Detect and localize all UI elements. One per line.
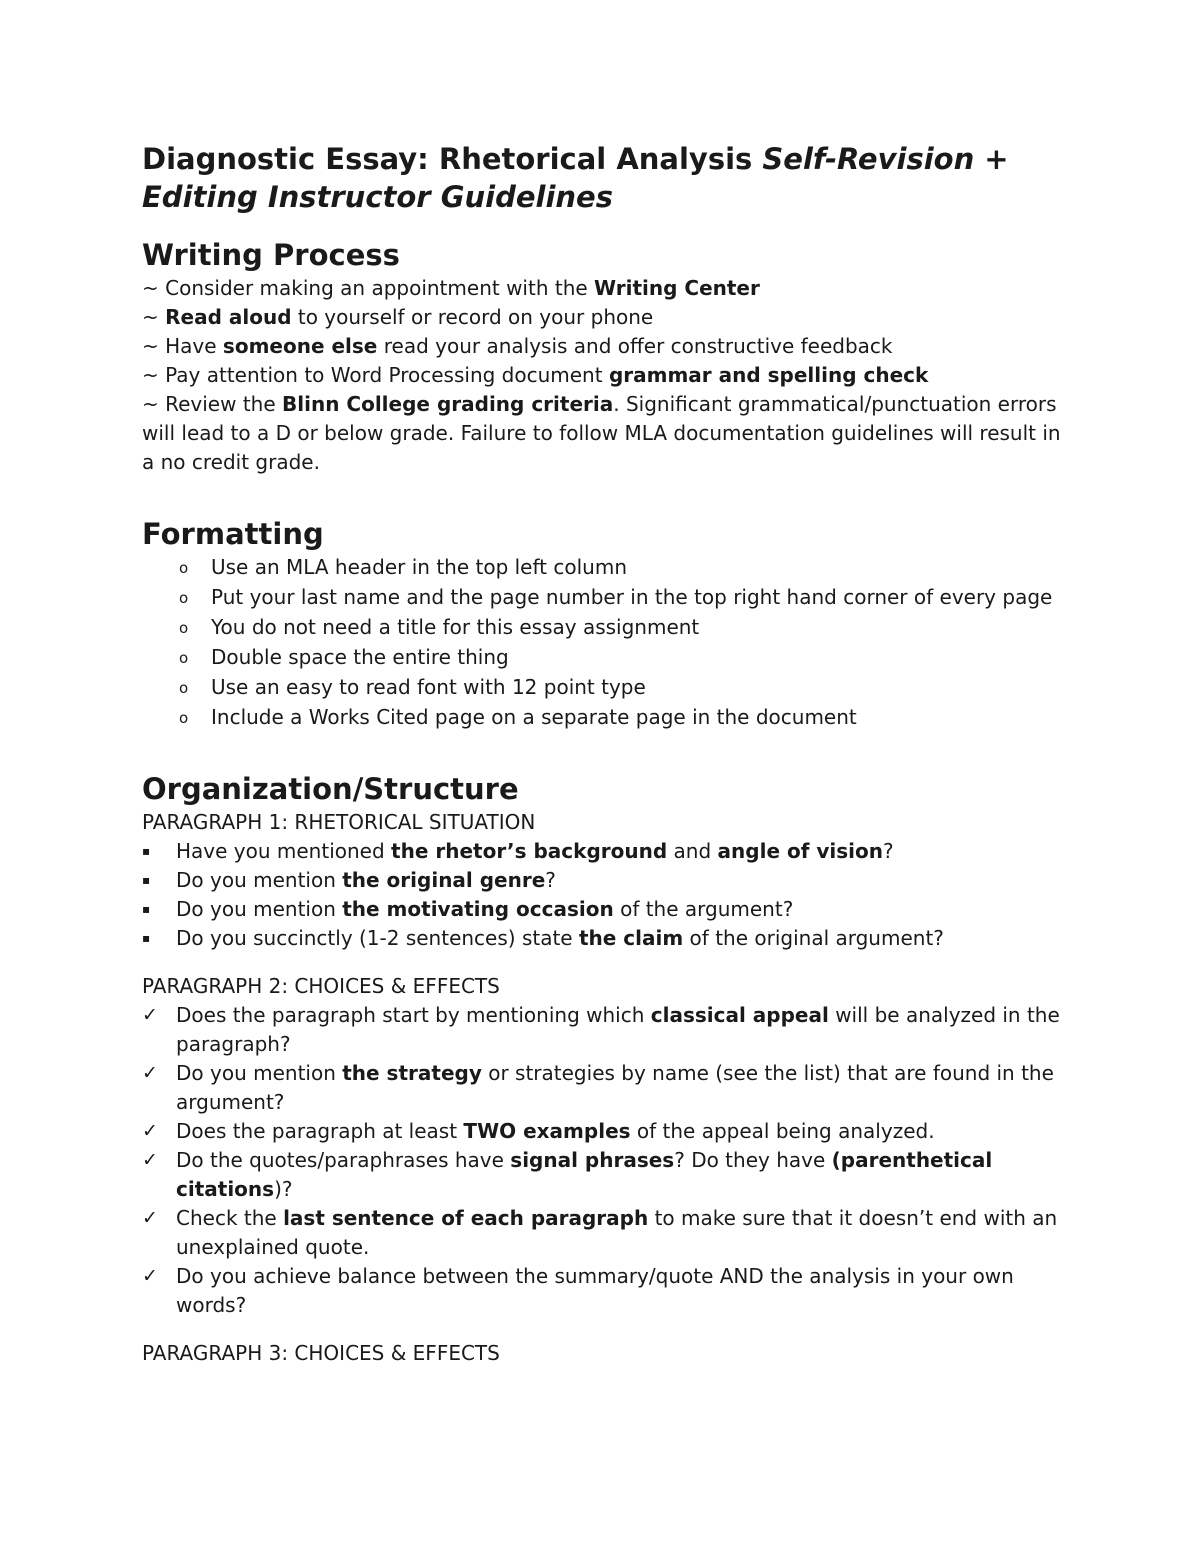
text: Do you succinctly (1-2 sentences) state (176, 926, 579, 950)
paragraph-1-item (142, 895, 1072, 924)
circle-bullet-icon: o (179, 709, 189, 727)
text: Do the quotes/paraphrases have (176, 1148, 511, 1172)
title-main: Diagnostic Essay: Rhetorical Analysis (142, 142, 763, 176)
text: ? (883, 839, 894, 863)
paragraph-2-item (142, 1001, 1072, 1059)
circle-bullet-icon: o (179, 679, 189, 697)
bold-text: Read aloud (165, 305, 292, 329)
text: Do you mention (176, 1061, 343, 1085)
formatting-item-text: Put your last name and the page number in the top right hand corner of every page (211, 585, 1053, 609)
paragraph-1-item (142, 837, 1072, 866)
checkmark-icon: ✓ (142, 1120, 158, 1142)
paragraph-1-label: PARAGRAPH 1: RHETORICAL SITUATION (142, 810, 536, 834)
text: of the argument? (613, 897, 794, 921)
formatting-item (142, 553, 1072, 582)
document-title (142, 140, 1072, 216)
text: ? (545, 868, 556, 892)
text: read your analysis and offer constructive feedback (377, 334, 893, 358)
text: Check the (176, 1206, 284, 1230)
circle-bullet-icon: o (179, 559, 189, 577)
text: Do you achieve balance between the summary/quote AND the analysis in your own words? (176, 1264, 1014, 1317)
paragraph-1-checklist (142, 837, 1072, 953)
formatting-item (142, 673, 1072, 702)
writing-process-item (142, 274, 1072, 303)
formatting-item-text: Include a Works Cited page on a separate page in the document (211, 705, 857, 729)
bold-text: last sentence of each paragraph (283, 1206, 649, 1230)
formatting-item-text: Double space the entire thing (211, 645, 509, 669)
paragraph-2-item (142, 1117, 1072, 1146)
checkmark-icon: ✓ (142, 1062, 158, 1084)
bold-text: Blinn College grading criteria (282, 392, 614, 416)
text: ~ Consider making an appointment with the (142, 276, 595, 300)
text: of the original argument? (683, 926, 944, 950)
bold-text: TWO examples (463, 1119, 631, 1143)
circle-bullet-icon: o (179, 649, 189, 667)
writing-process-item (142, 390, 1072, 477)
text: Do you mention (176, 868, 343, 892)
text: to make sure that it doesn’t end with an unexplained quote. (176, 1206, 1058, 1259)
writing-process-list (142, 274, 1072, 477)
square-bullet-icon: ▪ (142, 873, 151, 887)
formatting-list (142, 553, 1072, 732)
bold-text: someone else (222, 334, 378, 358)
formatting-item (142, 583, 1072, 612)
bold-text: the strategy (342, 1061, 482, 1085)
bold-text: the rhetor’s background (391, 839, 668, 863)
checkmark-icon: ✓ (142, 1207, 158, 1229)
bold-text: the original genre (342, 868, 546, 892)
text: Have you mentioned (176, 839, 392, 863)
text: and (667, 839, 718, 863)
bold-text: grammar and spelling check (608, 363, 929, 387)
formatting-item (142, 613, 1072, 642)
document-content (142, 140, 1072, 1368)
text: ~ Pay attention to Word Processing document (142, 363, 609, 387)
paragraph-2-item (142, 1146, 1072, 1204)
bold-text: classical appeal (650, 1003, 829, 1027)
text: to yourself or record on your phone (291, 305, 654, 329)
text: . Significant grammatical/punctuation errors will lead to a D or below grade. Failure to follow MLA documentation guidelines will result in a no credit grade. (142, 392, 1061, 474)
bold-text: (parenthetical citations (176, 1148, 993, 1201)
text: )? (274, 1177, 293, 1201)
writing-process-item (142, 361, 1072, 390)
writing-process-item (142, 332, 1072, 361)
circle-bullet-icon: o (179, 589, 189, 607)
text: or strategies by name (see the list) that are found in the argument? (176, 1061, 1054, 1114)
bold-text: Writing Center (594, 276, 760, 300)
formatting-item-text: Use an easy to read font with 12 point type (211, 675, 646, 699)
heading-organization: Organization/Structure (142, 772, 519, 806)
text: Does the paragraph at least (176, 1119, 464, 1143)
square-bullet-icon: ▪ (142, 844, 151, 858)
paragraph-2-item (142, 1204, 1072, 1262)
bold-text: the motivating occasion (342, 897, 614, 921)
paragraph-1-item (142, 866, 1072, 895)
paragraph-2-label: PARAGRAPH 2: CHOICES & EFFECTS (142, 974, 500, 998)
square-bullet-icon: ▪ (142, 931, 151, 945)
text: of the appeal being analyzed. (630, 1119, 935, 1143)
checkmark-icon: ✓ (142, 1004, 158, 1026)
paragraph-2-item (142, 1262, 1072, 1320)
paragraph-2-item (142, 1059, 1072, 1117)
text: ? Do they have (674, 1148, 832, 1172)
title-italic: Self-Revision + Editing Instructor Guidelines (142, 142, 1009, 214)
text: Does the paragraph start by mentioning which (176, 1003, 651, 1027)
bold-text: angle of vision (717, 839, 883, 863)
checkmark-icon: ✓ (142, 1149, 158, 1171)
formatting-item (142, 643, 1072, 672)
text: ~ (142, 305, 166, 329)
heading-formatting: Formatting (142, 517, 324, 551)
circle-bullet-icon: o (179, 619, 189, 637)
formatting-item (142, 703, 1072, 732)
text: ~ Review the (142, 392, 283, 416)
text: will be analyzed in the paragraph? (176, 1003, 1060, 1056)
heading-writing-process: Writing Process (142, 238, 400, 272)
formatting-item-text: You do not need a title for this essay assignment (211, 615, 700, 639)
text: ~ Have (142, 334, 223, 358)
bold-text: signal phrases (510, 1148, 675, 1172)
checkmark-icon: ✓ (142, 1265, 158, 1287)
formatting-item-text: Use an MLA header in the top left column (211, 555, 627, 579)
paragraph-3-label: PARAGRAPH 3: CHOICES & EFFECTS (142, 1341, 500, 1365)
paragraph-1-item (142, 924, 1072, 953)
text: Do you mention (176, 897, 343, 921)
square-bullet-icon: ▪ (142, 902, 151, 916)
bold-text: the claim (578, 926, 684, 950)
paragraph-2-checklist (142, 1001, 1072, 1320)
writing-process-item (142, 303, 1072, 332)
